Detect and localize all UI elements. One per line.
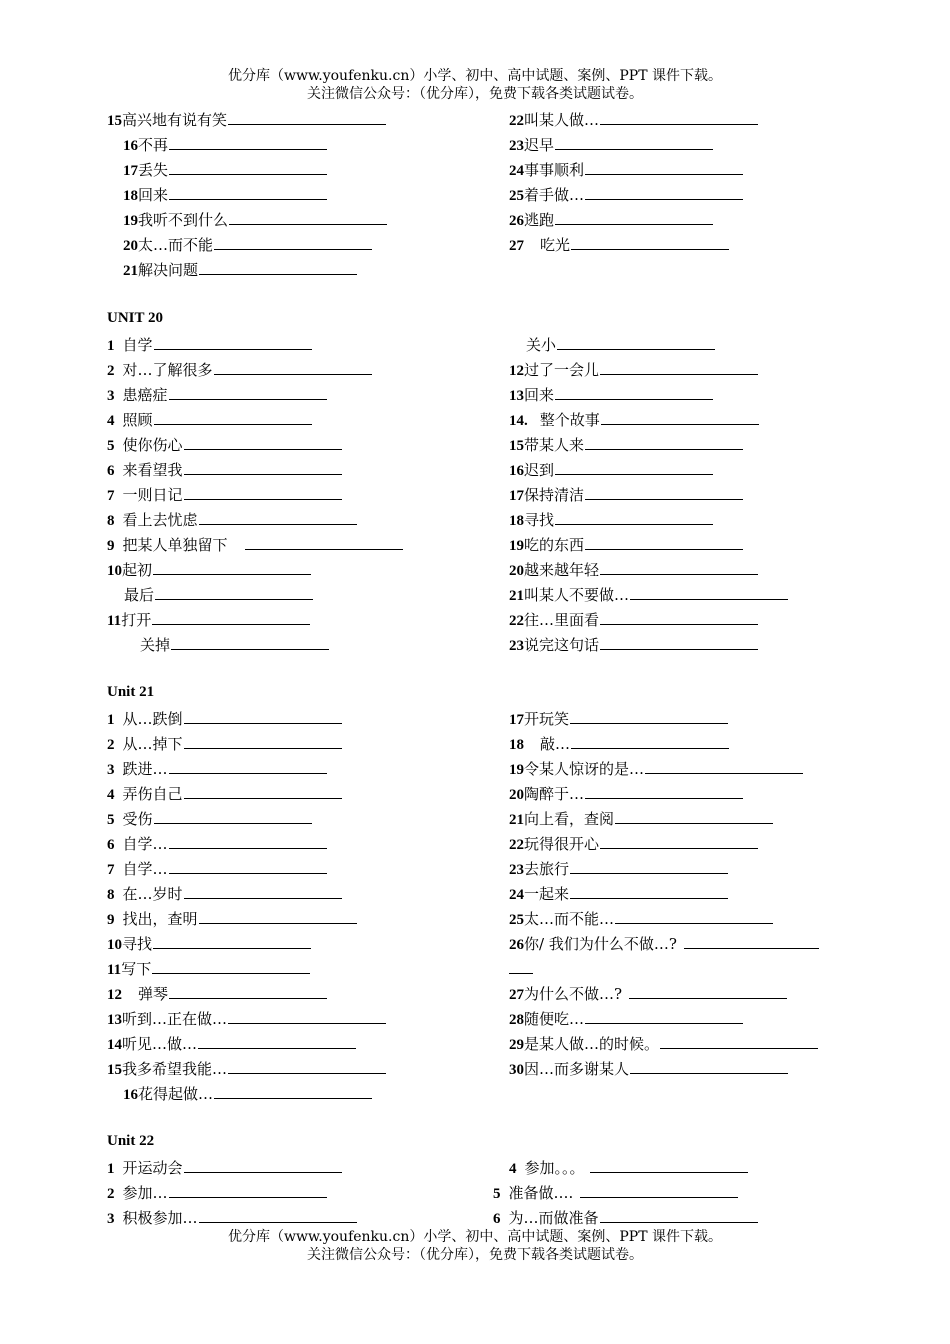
item-text: 打开 [121, 611, 152, 629]
item-text: 向上看，查阅 [524, 810, 615, 828]
unit-title: Unit 21 [107, 684, 155, 700]
item-text: 寻找 [524, 511, 555, 529]
item-number: 22 [509, 613, 524, 629]
item-text: 敲… [540, 735, 571, 753]
item-text: 带某人来 [524, 436, 585, 454]
item-text: 起初 [122, 561, 153, 579]
item-text: 从…跌倒 [122, 710, 183, 728]
answer-blank[interactable] [184, 1157, 342, 1173]
item-text: 逃跑 [524, 211, 555, 229]
item-number: 18 [509, 737, 524, 753]
item-number: 21 [509, 812, 524, 828]
item-text: 我听不到什么 [138, 211, 229, 229]
item-text: 最后 [124, 586, 155, 604]
item-text: 迟早 [524, 136, 555, 154]
page-footer-line-2: 关注微信公众号：（优分库），免费下载各类试题试卷。 [307, 1247, 643, 1263]
item-text: 因…而多谢某人 [524, 1060, 630, 1078]
item-number: 14 [107, 1037, 122, 1053]
vocab-item [493, 1182, 738, 1202]
vocab-item [107, 1182, 327, 1202]
item-text: 事事顺利 [524, 161, 585, 179]
item-text: 跌进… [122, 760, 168, 778]
item-text: 在…岁时 [122, 885, 183, 903]
item-number: 25 [509, 188, 524, 204]
item-number: 5 [107, 438, 115, 454]
item-text: 陶醉于… [524, 785, 585, 803]
item-number: 23 [509, 638, 524, 654]
item-number: 15 [509, 438, 524, 454]
item-text: 积极参加… [122, 1209, 198, 1227]
item-number: 3 [107, 388, 115, 404]
item-text: 花得起做… [138, 1085, 214, 1103]
item-number: 15 [107, 113, 122, 129]
item-number: 8 [107, 887, 115, 903]
item-number: 2 [107, 1186, 115, 1202]
item-text: 为…而做准备 [508, 1209, 599, 1227]
item-number: 20 [509, 787, 524, 803]
item-number: 25 [509, 912, 524, 928]
item-number: 23 [509, 138, 524, 154]
item-number: 10 [107, 937, 122, 953]
item-number: 7 [107, 488, 115, 504]
item-text: 去旅行 [524, 860, 570, 878]
item-text: 玩得很开心 [524, 835, 600, 853]
item-number: 4 [107, 413, 115, 429]
item-number: 17 [509, 488, 524, 504]
item-text: 自学… [122, 860, 168, 878]
item-number: 26 [509, 937, 524, 953]
item-text: 你/ 我们为什么不做…? [524, 935, 677, 953]
item-number: 20 [123, 238, 138, 254]
item-number: 26 [509, 213, 524, 229]
item-text: 自学… [122, 835, 168, 853]
item-number: 3 [107, 762, 115, 778]
item-number: 21 [509, 588, 524, 604]
item-number: 5 [493, 1186, 501, 1202]
item-text: 我多希望我能… [122, 1060, 228, 1078]
item-text: 是某人做…的时候。 [524, 1035, 660, 1053]
vocab-item [493, 1207, 758, 1227]
item-number: 2 [107, 363, 115, 379]
item-number: 28 [509, 1012, 524, 1028]
item-text: 照顾 [122, 411, 153, 429]
item-number: 27 [509, 238, 524, 254]
item-number: 10 [107, 563, 122, 579]
item-text: 太…而不能… [524, 910, 615, 928]
item-number: 8 [107, 513, 115, 529]
answer-blank[interactable] [199, 1207, 357, 1223]
item-text: 弹琴 [138, 985, 169, 1003]
item-text: 关掉 [140, 636, 171, 654]
item-number: 4 [509, 1161, 517, 1177]
item-text: 写下 [121, 960, 152, 978]
item-number: 20 [509, 563, 524, 579]
item-text: 过了一会儿 [524, 361, 600, 379]
item-number: 15 [107, 1062, 122, 1078]
item-text: 使你伤心 [122, 436, 183, 454]
item-number: 14. [509, 413, 528, 429]
item-text: 叫某人做… [524, 111, 600, 129]
item-text: 保持清洁 [524, 486, 585, 504]
item-number: 11 [107, 613, 122, 629]
item-text: 开运动会 [122, 1159, 183, 1177]
item-number: 4 [107, 787, 115, 803]
item-text: 参加… [122, 1184, 168, 1202]
answer-blank[interactable] [600, 1207, 758, 1223]
item-number: 21 [123, 263, 138, 279]
item-number: 1 [107, 1161, 115, 1177]
item-text: 一则日记 [122, 486, 183, 504]
item-text: 丢失 [138, 161, 169, 179]
unit-title: UNIT 20 [107, 310, 163, 326]
item-text: 从…掉下 [122, 735, 183, 753]
item-text: 令某人惊讶的是… [524, 760, 645, 778]
item-text: 迟到 [524, 461, 555, 479]
item-number: 17 [123, 163, 138, 179]
unit-title: Unit 22 [107, 1133, 155, 1149]
answer-blank[interactable] [580, 1182, 738, 1198]
item-text: 越来越年轻 [524, 561, 600, 579]
item-number: 16 [509, 463, 524, 479]
item-text: 找出，查明 [122, 910, 198, 928]
item-text: 听见…做… [122, 1035, 198, 1053]
item-number: 13 [509, 388, 524, 404]
item-text: 受伤 [122, 810, 153, 828]
item-text: 随便吃… [524, 1010, 585, 1028]
item-number: 18 [509, 513, 524, 529]
item-text: 开玩笑 [524, 710, 570, 728]
item-text: 高兴地有说有笑 [122, 111, 228, 129]
item-text: 回来 [138, 186, 169, 204]
item-text: 着手做… [524, 186, 585, 204]
item-number: 16 [123, 138, 138, 154]
page-footer-line-1: 优分库（www.youfenku.cn）小学、初中、高中试题、案例、PPT 课件下载。 [227, 1229, 722, 1245]
item-number: 7 [107, 862, 115, 878]
item-number: 9 [107, 538, 115, 554]
item-number: 5 [107, 812, 115, 828]
item-number: 23 [509, 862, 524, 878]
item-text: 说完这句话 [524, 636, 600, 654]
item-number: 2 [107, 737, 115, 753]
vocab-item [509, 1157, 748, 1177]
item-number: 6 [493, 1211, 501, 1227]
item-number: 27 [509, 987, 524, 1003]
item-number: 22 [509, 113, 524, 129]
item-number: 13 [107, 1012, 122, 1028]
answer-blank[interactable] [169, 1182, 327, 1198]
item-text: 自学 [122, 336, 153, 354]
item-text: 回来 [524, 386, 555, 404]
item-text: 不再 [138, 136, 169, 154]
item-number: 19 [509, 762, 524, 778]
item-number: 19 [123, 213, 138, 229]
item-text: 叫某人不要做… [524, 586, 630, 604]
item-number: 30 [509, 1062, 524, 1078]
item-text: 准备做…. [508, 1184, 574, 1202]
item-text: 吃的东西 [524, 536, 585, 554]
item-text: 对…了解很多 [122, 361, 213, 379]
item-text: 听到…正在做… [122, 1010, 228, 1028]
item-number: 6 [107, 837, 115, 853]
item-text: 看上去忧虑 [122, 511, 198, 529]
item-number: 12 [107, 987, 122, 1003]
vocab-item [107, 1157, 342, 1177]
item-number: 1 [107, 338, 115, 354]
item-number: 11 [107, 962, 122, 978]
item-text: 整个故事 [539, 411, 600, 429]
item-text: 关小 [526, 336, 557, 354]
item-text: 太…而不能 [138, 236, 214, 254]
item-number: 12 [509, 363, 524, 379]
page-header-line-1: 优分库（www.youfenku.cn）小学、初中、高中试题、案例、PPT 课件下载。 [227, 68, 722, 84]
item-text: 解决问题 [138, 261, 199, 279]
item-text: 患癌症 [122, 386, 168, 404]
item-text: 来看望我 [122, 461, 183, 479]
item-text: 为什么不做…? [524, 985, 623, 1003]
item-number: 24 [509, 163, 524, 179]
item-number: 1 [107, 712, 115, 728]
item-text: 寻找 [122, 935, 153, 953]
page-header-line-2: 关注微信公众号：（优分库），免费下载各类试题试卷。 [307, 86, 643, 102]
vocab-item [107, 1207, 357, 1227]
item-number: 16 [123, 1087, 138, 1103]
item-text: 弄伤自己 [122, 785, 183, 803]
item-number: 19 [509, 538, 524, 554]
item-number: 9 [107, 912, 115, 928]
item-number: 29 [509, 1037, 524, 1053]
item-number: 3 [107, 1211, 115, 1227]
item-text: 往…里面看 [524, 611, 600, 629]
item-number: 22 [509, 837, 524, 853]
item-number: 24 [509, 887, 524, 903]
answer-blank[interactable] [590, 1157, 748, 1173]
item-text: 把某人单独留下 [122, 536, 228, 554]
item-number: 18 [123, 188, 138, 204]
item-text: 参加。。。 [524, 1159, 585, 1177]
item-number: 6 [107, 463, 115, 479]
item-number: 17 [509, 712, 524, 728]
item-text: 吃光 [540, 236, 571, 254]
item-text: 一起来 [524, 885, 570, 903]
